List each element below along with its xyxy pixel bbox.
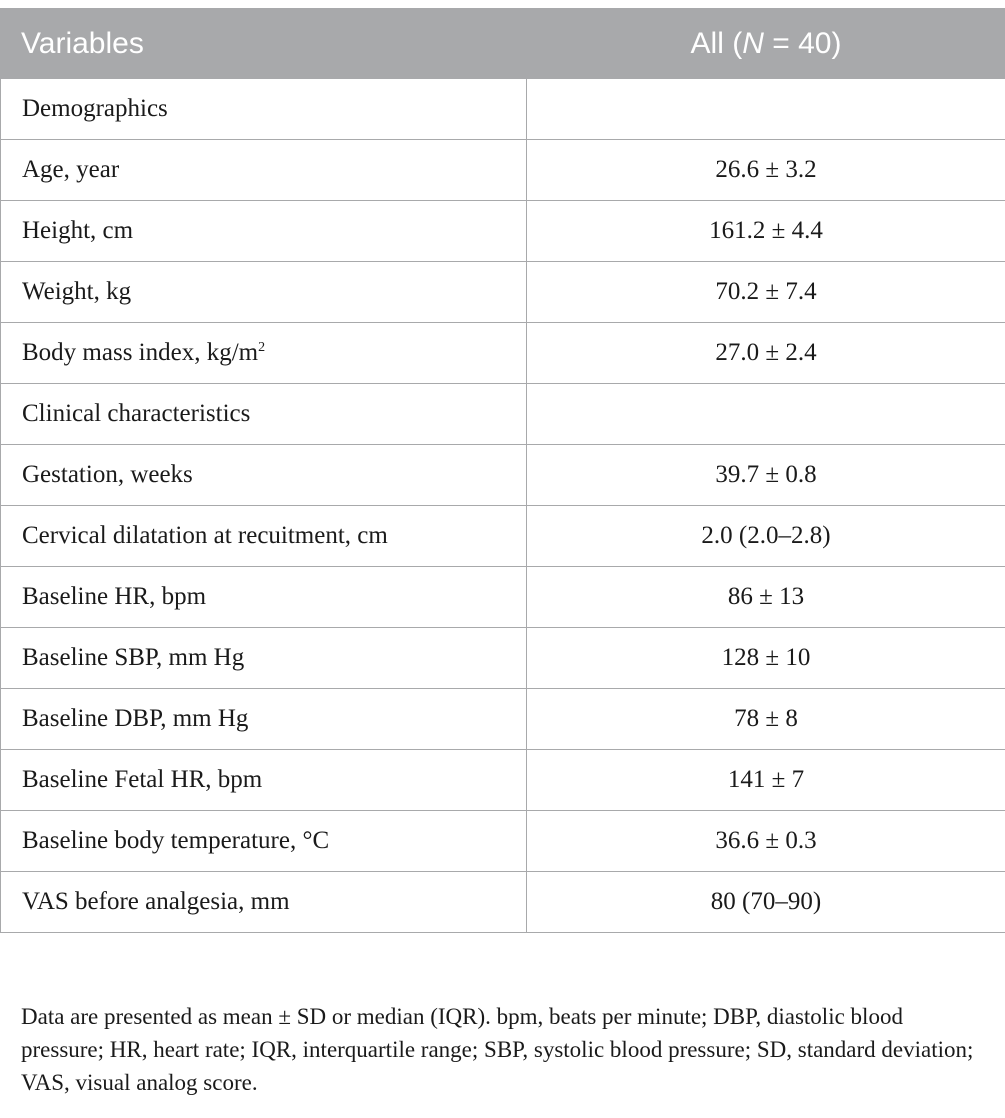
row-label: Age, year <box>1 140 527 201</box>
table-row <box>1 445 1005 506</box>
row-label <box>1 323 527 384</box>
row-value: 39.7 ± 0.8 <box>527 445 1005 506</box>
row-label: Baseline HR, bpm <box>1 567 527 628</box>
row-label: Gestation, weeks <box>1 445 527 506</box>
table-row <box>1 628 1005 689</box>
row-label: Cervical dilatation at recuitment, cm <box>1 506 527 567</box>
table-row <box>1 811 1005 872</box>
row-value: 128 ± 10 <box>527 628 1005 689</box>
table-header-row <box>1 9 1005 79</box>
baseline-characteristics-table <box>0 8 1005 933</box>
table-row <box>1 872 1005 933</box>
table-row <box>1 689 1005 750</box>
row-label: Baseline body temperature, °C <box>1 811 527 872</box>
row-value: 27.0 ± 2.4 <box>527 323 1005 384</box>
row-label: Baseline SBP, mm Hg <box>1 628 527 689</box>
column-header-all <box>527 9 1005 79</box>
table-row <box>1 567 1005 628</box>
row-label-text: Body mass index, kg/m <box>22 339 259 366</box>
row-value: 26.6 ± 3.2 <box>527 140 1005 201</box>
table-row <box>1 140 1005 201</box>
row-label: Baseline Fetal HR, bpm <box>1 750 527 811</box>
row-label: Height, cm <box>1 201 527 262</box>
row-label: Demographics <box>1 79 527 140</box>
row-value: 78 ± 8 <box>527 689 1005 750</box>
column-header-all-prefix: All ( <box>690 26 743 60</box>
row-value: 80 (70–90) <box>527 872 1005 933</box>
row-value: 70.2 ± 7.4 <box>527 262 1005 323</box>
table-footnote: Data are presented as mean ± SD or median (IQR). bpm, beats per minute; DBP, diastolic blood pressure; HR, heart rate; IQR, interquartile range; SBP, systolic blood pressure; SD, standard deviation; VAS, visual analog score. <box>21 1004 974 1095</box>
row-label: VAS before analgesia, mm <box>1 872 527 933</box>
row-label: Baseline DBP, mm Hg <box>1 689 527 750</box>
table-row <box>1 262 1005 323</box>
table-row <box>1 750 1005 811</box>
row-value: 36.6 ± 0.3 <box>527 811 1005 872</box>
column-header-variables: Variables <box>1 9 527 79</box>
table-row <box>1 79 1005 140</box>
table-row <box>1 323 1005 384</box>
column-header-all-suffix: = 40) <box>763 26 842 60</box>
row-value: 2.0 (2.0–2.8) <box>527 506 1005 567</box>
row-label: Clinical characteristics <box>1 384 527 445</box>
row-label: Weight, kg <box>1 262 527 323</box>
row-value: 141 ± 7 <box>527 750 1005 811</box>
table-row <box>1 201 1005 262</box>
table-row <box>1 384 1005 445</box>
row-value: 161.2 ± 4.4 <box>527 201 1005 262</box>
column-header-n-symbol: N <box>742 26 764 60</box>
row-value <box>527 79 1005 140</box>
row-value <box>527 384 1005 445</box>
row-value: 86 ± 13 <box>527 567 1005 628</box>
row-label-superscript: 2 <box>258 340 266 355</box>
table-row <box>1 506 1005 567</box>
